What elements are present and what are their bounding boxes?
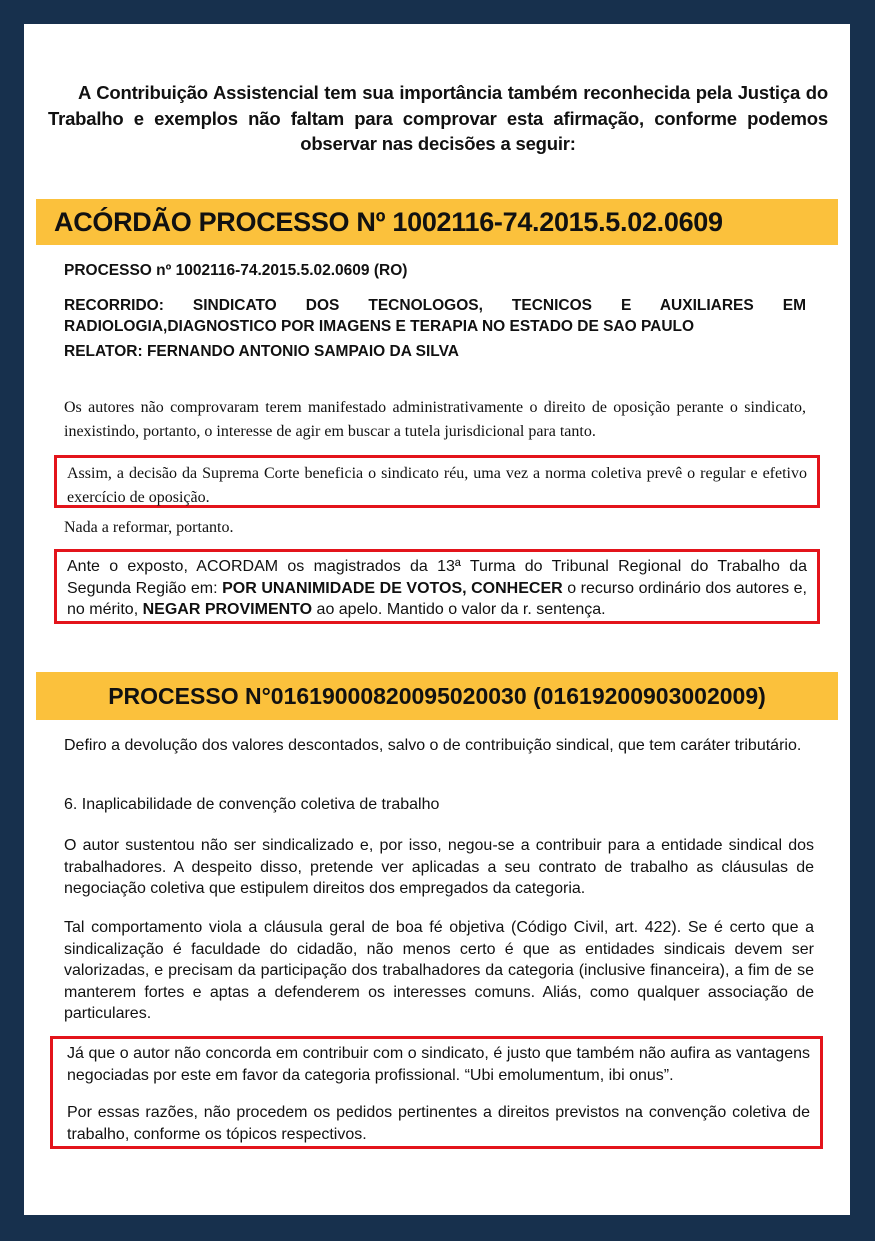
section2-para2: 6. Inaplicabilidade de convenção coletiva de trabalho [64,796,440,813]
document-page [24,24,850,1215]
section1-para4: Ante o exposto, ACORDAM os magistrados da 13ª Turma do Tribunal Regional do Trabalho da Segunda Região em: POR UNANIMIDADE DE VOTOS, CONHECER o recurso ordinário dos autores e, no mérito, NEGAR PROVIMENTO ao apelo. Mantido o valor da r. sentença. [67,558,807,618]
section2-para3: O autor sustentou não ser sindicalizado e, por isso, negou-se a contribuir para a entidade sindical dos trabalhadores. A despeito disso, pretende ver aplicadas a seu contrato de trabalho as cláusulas de negociação coletiva que estipulem direitos dos empregados da categoria. [64,837,814,897]
section2-title-bar: PROCESSO N°01619000820095020030 (01619200903002009) [36,672,838,720]
section1-para3: Nada a reformar, portanto. [64,519,234,536]
section1-para2: Assim, a decisão da Suprema Corte beneficia o sindicato réu, uma vez a norma coletiva prevê o regular e efetivo exercício de oposição. [67,465,807,506]
section1-title-bar: ACÓRDÃO PROCESSO Nº 1002116-74.2015.5.02.0609 [36,199,838,245]
section2-para4: Tal comportamento viola a cláusula geral de boa fé objetiva (Código Civil, art. 422). Se é certo que a sindicalização é faculdade do cidadão, não menos certo é que as entidades sindicais devem ser valorizadas, e precisam da participação dos trabalhadores da categoria (inclusive financeira), a fim de se manterem fortes e aptas a defenderem os interesses comuns. Aliás, como qualquer associação de particulares. [64,919,814,1022]
highlight-box-1 [54,455,820,508]
processo-number: PROCESSO nº 1002116-74.2015.5.02.0609 (RO) [64,262,408,279]
highlight-box-2 [54,549,820,624]
intro-text: A Contribuição Assistencial tem sua importância também reconhecida pela Justiça do Trabalho e exemplos não faltam para comprovar esta afirmação, conforme podemos observar nas decisões a seguir: [48,82,828,154]
section2-para6: Por essas razões, não procedem os pedidos pertinentes a direitos previstos na convenção coletiva de trabalho, conforme os tópicos respectivos. [67,1104,810,1143]
section2-para1: Defiro a devolução dos valores descontados, salvo o de contribuição sindical, que tem caráter tributário. [64,737,802,754]
recorrido: RECORRIDO: SINDICATO DOS TECNOLOGOS, TECNICOS E AUXILIARES EM RADIOLOGIA,DIAGNOSTICO POR IMAGENS E TERAPIA NO ESTADO DE SAO PAULO [64,297,806,335]
section2-para5: Já que o autor não concorda em contribuir com o sindicato, é justo que também não aufira as vantagens negociadas por este em favor da categoria profissional. “Ubi emolumentum, ibi onus”. [67,1045,810,1084]
section1-para1: Os autores não comprovaram terem manifestado administrativamente o direito de oposição perante o sindicato, inexistindo, portanto, o interesse de agir em buscar a tutela jurisdicional para tanto. [64,399,806,440]
relator: RELATOR: FERNANDO ANTONIO SAMPAIO DA SILVA [64,343,459,360]
highlight-box-3 [50,1036,823,1149]
